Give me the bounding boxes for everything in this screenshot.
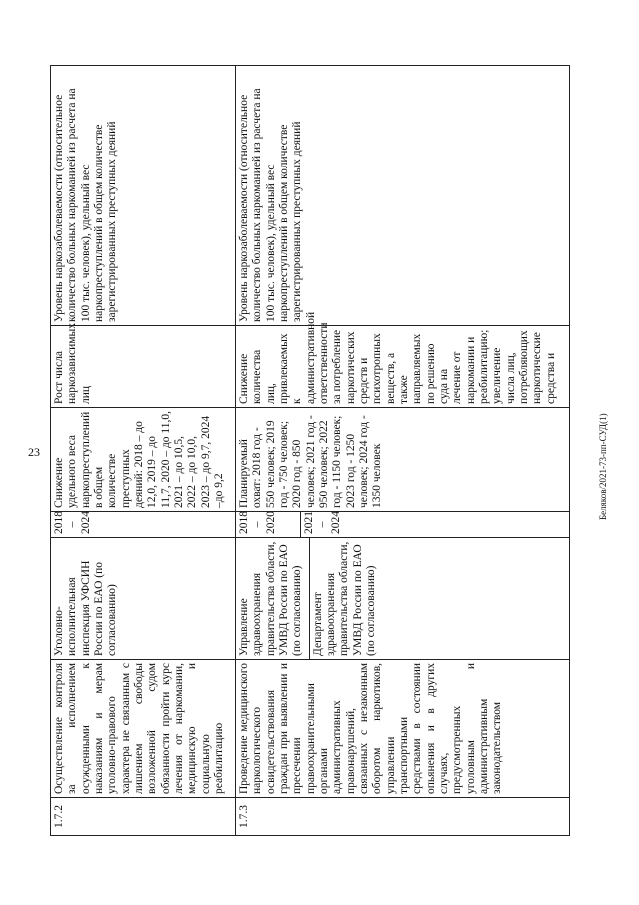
table-row [236, 66, 570, 836]
years-period-1: 2018 – 2020 [238, 511, 277, 534]
link-cell: Уровень наркозаболеваемости (относительное количество больных наркоманией из расчета на 100 тыс. человек), удельный вес наркопреступлений в общем количестве зарегистрированных преступных деяний [51, 66, 236, 326]
indicator-cell: Снижение удельного веса наркопреступлений в общем количестве преступных деяний: 2018 – до 12,0, 2019 – до 11,7, 2020 – до 11,0, 2021 – до 10,5, 2022 – до 10,0, 2023 – до 9,7, 2024 –до 9,2 [51, 408, 236, 512]
risk-cell: Снижение количества лиц, привлекаемых к административной ответственности за потребление наркотических средств и психотропных веществ, а также направляемых по решению суда на лечение от наркомании и реабилитацию; увеличение числа лиц, потребляющих наркотические средства и [236, 326, 570, 408]
table-row [51, 66, 236, 836]
rotated-page [50, 66, 570, 836]
indicator-cell: Планируемый охват: 2018 год - 550 человек; 2019 год - 750 человек; 2020 год - 850 человек; 2021 год - 950 человек; 2022 год - 1150 человек; 2023 год - 1250 человек; 2024 год - 1350 человек [236, 408, 570, 512]
measures-table [50, 65, 570, 836]
link-cell: Уровень наркозаболеваемости (относительное количество больных наркоманией из расчета на 100 тыс. человек), удельный вес наркопреступлений в общем количестве зарегистрированных преступных деяний [236, 66, 570, 326]
action-cell: Осуществление контроля за исполнением осужденными к наказаниям и мерам уголовно-правового характера не связанным с лишением свободы возложенной судом обязанности пройти курс лечения от наркомании, медицинскую и социальную реабилитацию [51, 660, 236, 798]
risk-cell: Рост числа наркозависимых лиц [51, 326, 236, 408]
document-code: Беляков/2021-73-пп-СУД(1) [598, 413, 608, 520]
action-cell: Проведение медицинского наркологического освидетельствования граждан при выявлении и пресечении правоохранительными органами административных правонарушений, связанных с незаконным оборотом наркотиков, управлении транспортными средствами в состоянии опьянения и в других случаях, предусмотренных уголовным и административным законодательством [236, 660, 570, 798]
row-number: 1.7.2 [51, 798, 236, 836]
page-number: 23 [28, 445, 40, 459]
row-number: 1.7.3 [236, 798, 570, 836]
years-cell [236, 512, 570, 538]
executor-cell [236, 538, 570, 660]
executor-2018-2020: Управление здравоохранения правительства области, УМВД России по ЕАО (по согласованию) [238, 541, 304, 656]
executor-cell: Уголовно-исполнительная инспекция УФСИН России по ЕАО (по согласованию) [51, 538, 236, 660]
years-period-2: 2021 – 2024 [300, 512, 343, 537]
executor-2021-2024: Департамент здравоохранения правительства области, УМВД России по ЕАО (по согласованию) [309, 538, 379, 659]
years-cell: 2018 – 2024 [51, 512, 236, 538]
